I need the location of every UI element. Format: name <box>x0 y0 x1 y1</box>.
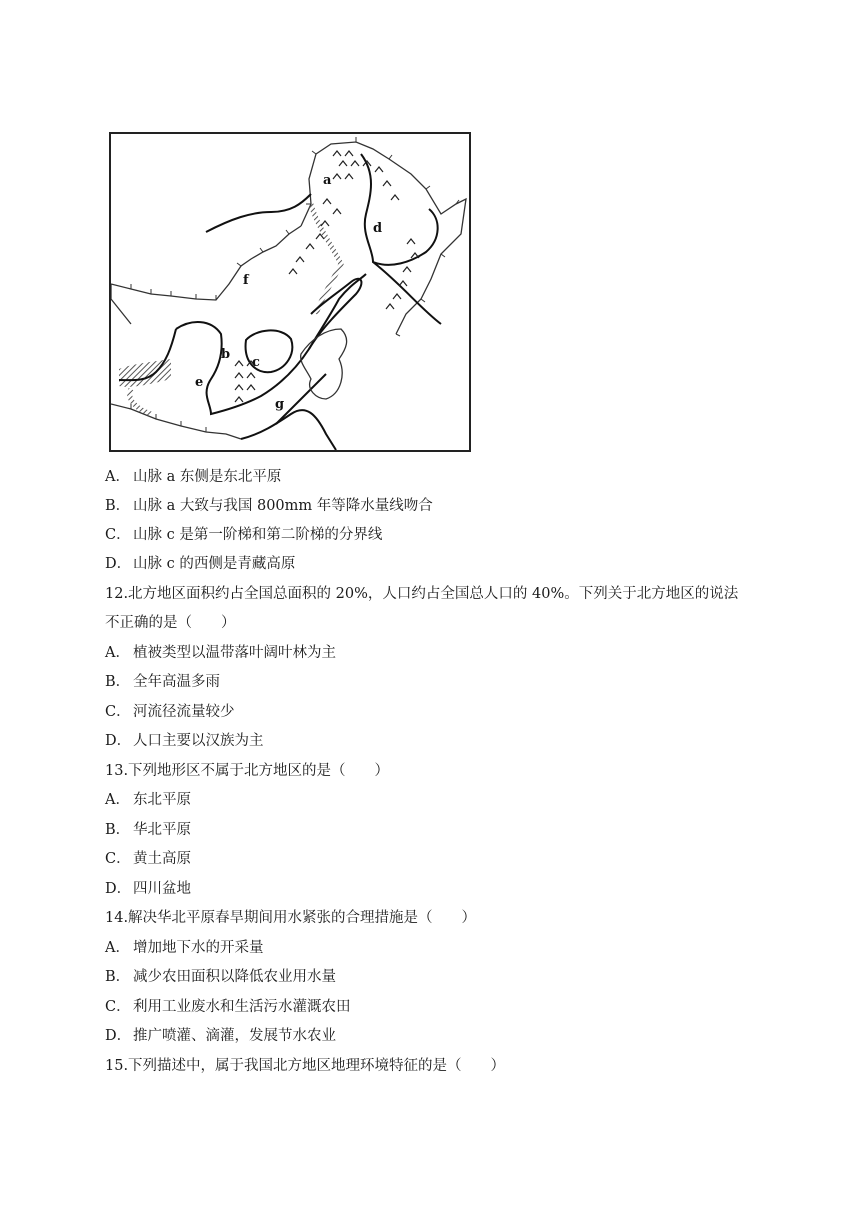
mountain-symbols <box>235 151 419 402</box>
q14-option-c[interactable]: C． 利用工业废水和生活污水灌溉农田 <box>105 999 351 1015</box>
option-a[interactable]: A． 山脉 a 东侧是东北平原 <box>105 469 282 485</box>
q13-option-c[interactable]: C． 黄土高原 <box>105 851 191 867</box>
border-ticks <box>131 137 459 432</box>
q13-option-b[interactable]: B． 华北平原 <box>105 822 191 838</box>
question-12-stem-cont: 不正确的是（ ） <box>105 615 236 631</box>
q12-option-a[interactable]: A． 植被类型以温带落叶阔叶林为主 <box>105 645 336 661</box>
label-g: g <box>275 397 285 412</box>
map-figure <box>109 132 471 452</box>
label-d: d <box>373 221 383 236</box>
label-b: b <box>221 347 231 362</box>
north-china-map <box>111 134 469 450</box>
q13-option-d[interactable]: D． 四川盆地 <box>105 881 191 897</box>
q13-option-a[interactable]: A． 东北平原 <box>105 792 191 808</box>
question-15-stem: 15.下列描述中，属于我国北方地区地理环境特征的是（ ） <box>105 1058 506 1074</box>
label-f: f <box>243 273 249 288</box>
option-c[interactable]: C． 山脉 c 是第一阶梯和第二阶梯的分界线 <box>105 527 383 543</box>
q14-option-a[interactable]: A． 增加地下水的开采量 <box>105 940 264 956</box>
q12-option-d[interactable]: D． 人口主要以汉族为主 <box>105 733 264 749</box>
question-14-stem: 14.解决华北平原春旱期间用水紧张的合理措施是（ ） <box>105 910 477 926</box>
q14-option-b[interactable]: B． 减少农田面积以降低农业用水量 <box>105 969 336 985</box>
label-a: a <box>323 173 332 188</box>
label-c: c <box>252 355 260 370</box>
border-line <box>111 142 466 439</box>
q12-option-b[interactable]: B． 全年高温多雨 <box>105 674 220 690</box>
question-12-stem: 12.北方地区面积约占全国总面积的 20%，人口约占全国总人口的 40%。下列关于北方地区的说法 <box>105 586 739 602</box>
q12-option-c[interactable]: C． 河流径流量较少 <box>105 704 235 720</box>
q14-option-d[interactable]: D． 推广喷灌、滴灌，发展节水农业 <box>105 1028 336 1044</box>
label-e: e <box>195 375 204 390</box>
option-b[interactable]: B． 山脉 a 大致与我国 800mm 年等降水量线吻合 <box>105 498 433 514</box>
question-13-stem: 13.下列地形区不属于北方地区的是（ ） <box>105 763 390 779</box>
option-d[interactable]: D． 山脉 c 的西侧是青藏高原 <box>105 556 296 572</box>
